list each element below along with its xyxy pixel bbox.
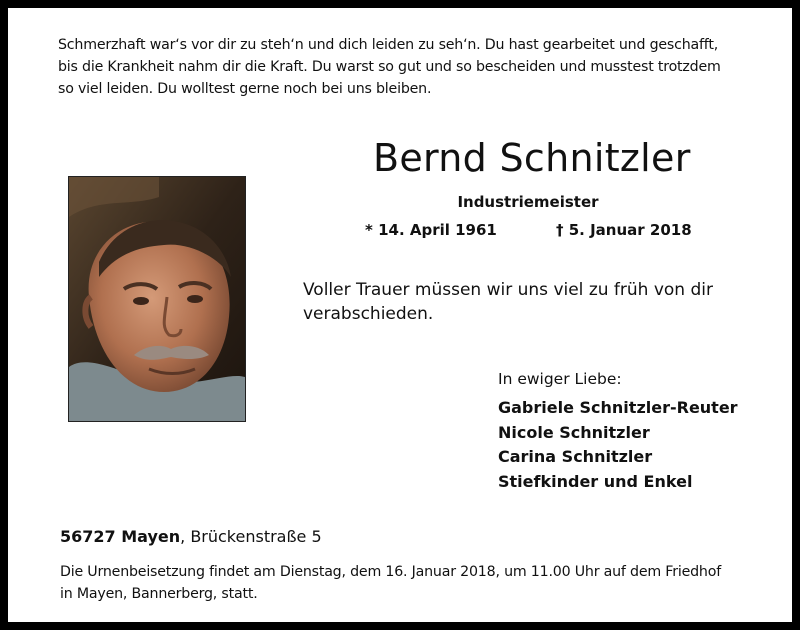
poem-line: Schmerzhaft war‘s vor dir zu steh‘n und dich leiden zu seh‘n. Du hast gearbeitet und geschafft,	[58, 37, 718, 53]
mourner-name: Carina Schnitzler	[498, 447, 653, 467]
address	[60, 527, 322, 546]
farewell-text	[303, 278, 723, 326]
obituary-card	[8, 8, 792, 622]
mourners-list	[498, 396, 738, 494]
address-street: , Brückenstraße 5	[180, 527, 322, 546]
portrait-illustration	[69, 177, 245, 421]
deceased-name: Bernd Schnitzler	[373, 136, 691, 180]
deceased-occupation: Industriemeister	[457, 193, 599, 211]
poem-line: so viel leiden. Du wolltest gerne noch bei uns bleiben.	[58, 81, 432, 97]
birth-date: * 14. April 1961	[365, 221, 497, 239]
farewell-line: Voller Trauer müssen wir uns viel zu früh von dir	[303, 280, 713, 300]
poem-line: bis die Krankheit nahm dir die Kraft. Du warst so gut und so bescheiden und musstest trotzdem	[58, 59, 721, 75]
service-notice	[60, 561, 770, 605]
death-date: † 5. Januar 2018	[556, 221, 692, 239]
poem-text	[58, 34, 758, 100]
farewell-line: verabschieden.	[303, 304, 434, 324]
mourner-name: Nicole Schnitzler	[498, 422, 650, 442]
mourners-intro: In ewiger Liebe:	[498, 370, 622, 388]
mourner-name: Stiefkinder und Enkel	[498, 471, 693, 491]
address-city: 56727 Mayen	[60, 527, 181, 546]
service-line: in Mayen, Bannerberg, statt.	[60, 586, 258, 602]
service-line: Die Urnenbeisetzung findet am Dienstag, dem 16. Januar 2018, um 11.00 Uhr auf dem Friedhof	[60, 564, 721, 580]
portrait-photo	[68, 176, 246, 422]
mourner-name: Gabriele Schnitzler-Reuter	[498, 398, 738, 417]
